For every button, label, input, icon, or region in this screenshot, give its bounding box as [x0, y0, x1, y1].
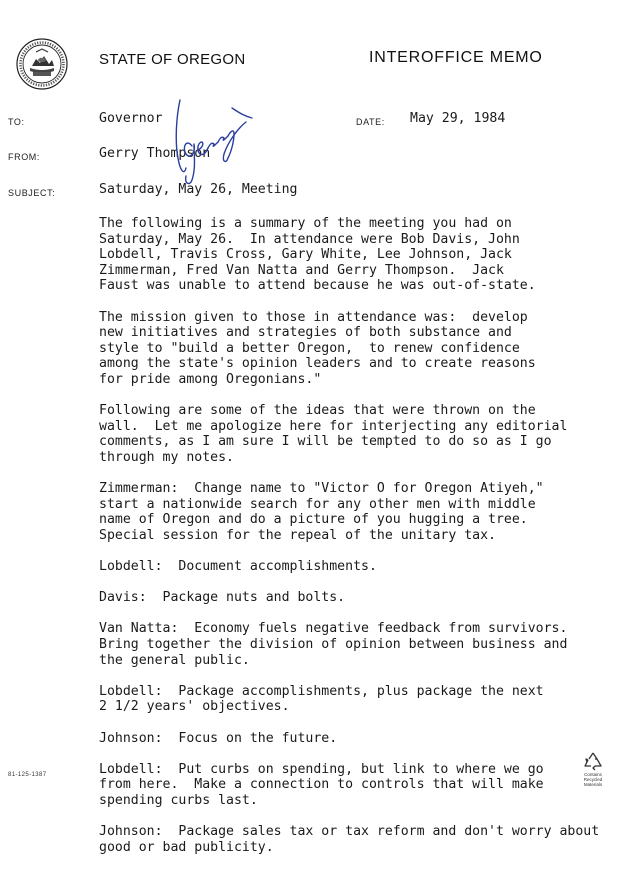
state-seal-icon — [16, 38, 68, 90]
subject-label: SUBJECT: — [8, 188, 56, 198]
body-paragraph-9: Johnson: Focus on the future. — [99, 730, 338, 746]
recycled-paper-text: Contains Recycled Materials — [583, 772, 603, 787]
memo-body — [99, 216, 609, 871]
from-value: Gerry Thompson — [99, 146, 211, 161]
from-label: FROM: — [8, 152, 40, 162]
body-paragraph-2: The mission given to those in attendance was: develop new initiatives and strategies of both substance and style to "build a better Oregon, to renew confidence among the state's opinion leaders and to create reasons for pride among Oregonians." — [99, 309, 536, 387]
date-label: DATE: — [356, 117, 385, 127]
body-paragraph-11: Johnson: Package sales tax or tax reform and don't worry about good or bad publicity. — [99, 824, 600, 855]
to-value: Governor — [99, 111, 163, 126]
subject-value: Saturday, May 26, Meeting — [99, 182, 298, 197]
to-label: TO: — [8, 117, 25, 127]
body-paragraph-3: Following are some of the ideas that were thrown on the wall. Let me apologize here for interjecting any editorial comments, as I am sure I will be tempted to do so as I go through my notes. — [99, 403, 568, 465]
recycled-paper-badge — [578, 750, 608, 792]
body-paragraph-8: Lobdell: Package accomplishments, plus package the next 2 1/2 years' objectives. — [99, 683, 544, 715]
form-number: 81-125-1387 — [8, 772, 47, 778]
body-paragraph-7: Van Natta: Economy fuels negative feedback from survivors. Bring together the division of opinion between business and the general public. — [99, 621, 568, 668]
body-paragraph-5: Lobdell: Document accomplishments. — [99, 559, 377, 575]
handwritten-signature — [172, 98, 258, 190]
body-paragraph-10: Lobdell: Put curbs on spending, but link to where we go from here. Make a connection to controls that will make spending curbs last. — [99, 761, 544, 808]
body-paragraph-1: The following is a summary of the meeting you had on Saturday, May 26. In attendance were Bob Davis, John Lobdell, Travis Cross, Gary White, Lee Johnson, Jack Zimmerman, Fred Van Natta and Gerry Thompson. Jack Faust was unable to attend because he was out-of-state. — [99, 216, 536, 294]
recycled-paper-icon — [582, 750, 604, 772]
body-paragraph-6: Davis: Package nuts and bolts. — [99, 590, 346, 606]
date-value: May 29, 1984 — [410, 111, 506, 126]
body-paragraph-4: Zimmerman: Change name to "Victor O for Oregon Atiyeh," start a nationwide search for any other men with middle name of Oregon and do a picture of you hugging a tree. Special session for the repeal of the unitary tax. — [99, 481, 544, 543]
memo-type: INTEROFFICE MEMO — [369, 49, 543, 66]
state-name: STATE OF OREGON — [99, 51, 246, 68]
